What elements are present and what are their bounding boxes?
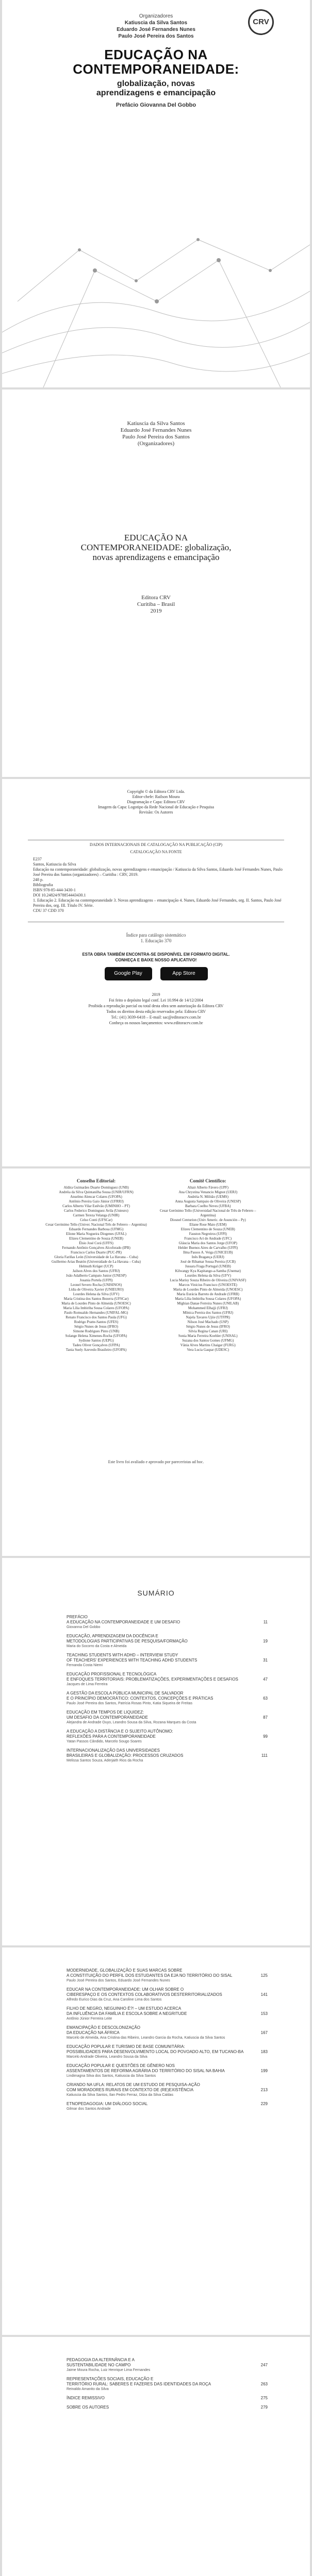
toc-entry-title: PREFÁCIO (67, 1615, 88, 1619)
toc-page-number: 263 (260, 2382, 268, 2386)
council-member: Cesar Gerónimo Tello (Universidad Nacional de Três de Febrero – Argentina) (159, 1209, 256, 1217)
toc-entry-author: Lindimagna Silva dos Santos, Katiuscia da Silva Santos (67, 2074, 156, 2078)
organizer-name: Katiuscia da Silva Santos (124, 20, 188, 26)
google-play-badge[interactable]: Google Play (105, 967, 152, 980)
toc-entry-title: A EDUCAÇÃO A DISTÂNCIA E O SUJEITO AUTÔNOMO: (67, 1729, 173, 1734)
toc-entry-subtitle: OF TEACHERS' EXPERIENCES WITH TEACHING ADHD STUDENTS (67, 1658, 198, 1663)
toc-entry-subtitle: E O PRINCÍPIO DEMOCRÁTICO: CONTEXTOS, CONCEPÇÕES E PRÁTICAS (67, 1696, 214, 1701)
review-notice: Este livro foi avaliado e aprovado por pareceristas ad hoc. (108, 1460, 204, 1464)
council-member: Míghian Danae Ferreira Nunes (UNILAB) (177, 1301, 239, 1306)
council-member: Tania Suely Azevedo Brasileiro (UFOPA) (65, 1348, 127, 1352)
toc-page-number: 141 (260, 1992, 268, 1997)
toc-page-number: 19 (263, 1639, 268, 1643)
council-member: Mônica Pereira dos Santos (UFRJ) (183, 1311, 234, 1315)
cover-page (2, 0, 310, 387)
toc-entry-subtitle: COM MORADORES RURAIS EM CONTEXTO DE (RE)EXISTÊNCIA (67, 2088, 194, 2092)
toc-entry-subtitle: DA INFLUÊNCIA DA FAMÍLIA E ESCOLA SOBRE A NEGRITUDE (67, 2011, 187, 2016)
council-member: Andréia N. Militão (UEMS) (187, 1195, 228, 1199)
toc-page-number: 279 (260, 2405, 268, 2410)
council-member: Elizeu Clementino de Souza (UNEB) (180, 1227, 235, 1231)
toc-page-number: 183 (260, 2049, 268, 2054)
publisher-logo: CRV (248, 9, 274, 35)
toc-entry-subtitle: A EDUCAÇÃO NA CONTEMPORANEIDADE E UM DESAFIO (67, 1620, 180, 1624)
council-member: Silvia Regina Canan (URI) (188, 1329, 228, 1333)
toc-entry-title: EDUCAÇÃO EM TEMPOS DE LIQUIDEZ: (67, 1710, 144, 1715)
council-member: Francisco Carlos Duarte (PUC-PR) (71, 1250, 122, 1255)
toc-entry[interactable] (67, 1987, 268, 2002)
toc-entry-subtitle: DA EDUCAÇÃO NA ÁFRICA (67, 2030, 120, 2035)
toc-entry[interactable] (67, 1672, 268, 1687)
toc-entry-title: FILHO DE NEGRO, NEGUINHO É?! – UM ESTUDO ACERCA (67, 2006, 182, 2011)
contents-title: SUMÁRIO (137, 1589, 175, 1597)
council-member: Marcos Vinicius Francisco (UNOESTE) (178, 1283, 237, 1287)
toc-entry-subtitle: E ENFOQUES TERRITORIAIS: PROBLEMATIZAÇÕES, EXPERIMENTAÇÕES E DESAFIOS (67, 1677, 238, 1682)
council-member: Eliane Rose Maio (UEM) (189, 1223, 227, 1227)
council-member: Helder Buenos Aires de Carvalho (UFPI) (178, 1246, 238, 1250)
toc-entry-title: EDUCAÇÃO PROFISSIONAL E TECNOLÓGICA (67, 1672, 157, 1676)
council-member: Kilwangy Kya Kapitango-a-Samba (Unemat) (175, 1269, 241, 1273)
catalog-index: Índice para catálogo sistemático 1. Educação 370 (126, 933, 186, 943)
toc-page-number: 199 (260, 2069, 268, 2073)
toc-entry-author: Paulo José Pereira dos Santos, Eduardo José Fernandes Nunes (67, 1979, 170, 1982)
council-member: Diosnel Centurion (Univ Americ. de Asunción – Py) (170, 1218, 246, 1222)
council-member: Eduardo Fernandes Barbosa (UFMG) (69, 1227, 124, 1231)
council-member: Jussara Fraga Portugal (UNEB) (185, 1264, 231, 1268)
council-member: Sonia Maria Ferreira Koehler (UNISAL) (178, 1334, 238, 1338)
council-member: Inês Bragança (UERJ) (191, 1255, 224, 1259)
council-member: João Adalberto Campato Junior (UNESP) (65, 1274, 127, 1278)
toc-entry-subtitle: POSSIBILIDADES PARA DESENVOLVIMENTO LOCAL DO POVOADO ALTO, EM TUCANO-BA (67, 2049, 244, 2054)
title-page-title: EDUCAÇÃO NA CONTEMPORANEIDADE: globalização, novas aprendizagens e emancipação (80, 533, 232, 562)
cover-subtitle: globalização, novas aprendizagens e emancipação (96, 79, 216, 97)
council-member: Maria Lília Imbiriba Sousa Colares (UFOPA) (63, 1306, 129, 1310)
toc-entry-author: Maria do Socorro da Costa e Almeida (67, 1645, 127, 1648)
council-member: Sydione Santos (UEPG) (78, 1338, 114, 1343)
toc-entry-title: EDUCAR NA CONTEMPORANEIDADE: UM OLHAR SOBRE O (67, 1987, 184, 1992)
toc-page-number: 11 (263, 1620, 268, 1624)
council-member: Sérgio Nunes de Jesus (IFRO) (74, 1325, 119, 1329)
toc-entry-author: Gilmar dos Santos Andrade (67, 2107, 111, 2111)
app-store-badge[interactable]: App Store (160, 967, 208, 980)
toc-entry-author: Melissa Santos Souza, Aderjaith Rios da Rocha (67, 1759, 143, 1762)
toc-entry[interactable] (67, 2396, 268, 2401)
toc-entry-subtitle: TERRITÓRIO RURAL: SABERES E FAZERES DAS IDENTIDADES DA ROÇA (67, 2382, 211, 2386)
toc-entry[interactable] (67, 2044, 268, 2059)
toc-page-number: 87 (263, 1715, 268, 1720)
contents-page-1 (2, 1558, 310, 1945)
council-member: Vânia Alves Martins Chaigar (FURG) (180, 1343, 236, 1347)
toc-entry-title: EDUCAÇÃO POPULAR E QUESTÕES DE GÊNERO NOS (67, 2063, 175, 2068)
toc-entry-title: A GESTÃO DA ESCOLA PÚBLICA MUNICIPAL DE SALVADOR (67, 1691, 184, 1696)
council-member: Anna Augusta Sampaio de Oliveira (UNESP) (175, 1199, 241, 1204)
council-member: Andréia da Silva Quintanilha Sousa (UNIR/UFRN) (59, 1190, 134, 1194)
council-member: Ana Chrystina Venancio Mignot (UERJ) (178, 1190, 238, 1194)
toc-entry-title: INTERNACIONALIZAÇÃO DAS UNIVERSIDADES (67, 1748, 160, 1753)
title-page-publisher: Editora CRV Curitiba – Brasil 2019 (137, 595, 175, 614)
toc-entry[interactable] (67, 1968, 268, 1983)
council-member: Vera Lucia Gaspar (UDESC) (187, 1348, 229, 1352)
editorial-council-title: Conselho Editorial: (76, 1178, 116, 1183)
title-page (2, 389, 310, 777)
councils-page (2, 1168, 310, 1556)
toc-entry[interactable] (67, 2025, 268, 2040)
toc-entry[interactable] (67, 1748, 268, 1763)
council-member: Antônio Pereira Gaio Júnior (UFRRJ) (69, 1199, 124, 1204)
council-member: Tadeu Oliver Gonçalves (UFPA) (72, 1343, 120, 1347)
toc-entry-subtitle: ASSENTAMENTOS DE REFORMA AGRÁRIA DO TERRITÓRIO DO SISAL NA BAHIA (67, 2069, 225, 2073)
contents-page-2 (2, 1947, 310, 2335)
council-member: Sérgio Nunes de Jesus (IFRO) (186, 1325, 230, 1329)
toc-entry-subtitle: UM DESAFIO DA CONTEMPORANEIDADE (67, 1715, 148, 1720)
toc-entry-title: EDUCAÇÃO, APRENDIZAGEM DA DOCÊNCIA E (67, 1634, 158, 1638)
council-member: Helmuth Krüger (UCP) (79, 1264, 113, 1268)
toc-entry-title: ÍNDICE REMISSIVO (67, 2396, 105, 2400)
toc-entry-author: Giovanna Del Gobbo (67, 1625, 101, 1629)
council-member: Lídia de Oliveira Xavier (UNIEURO) (69, 1287, 124, 1292)
council-member: Suzana dos Santos Gomes (UFMG) (182, 1338, 234, 1343)
councils (41, 1179, 271, 1352)
council-member: Jailson Alves dos Santos (UFRJ) (72, 1269, 120, 1273)
council-member: Fernando Antônio Gonçalves Alcoforado (IPB) (62, 1246, 130, 1250)
toc-entry-title: SOBRE OS AUTORES (67, 2405, 109, 2410)
toc-entry-subtitle: METODOLOGIAS PARTICIPATIVAS DE PESQUISA/FORMAÇÃO (67, 1639, 188, 1643)
council-member: Rodrigo Pratte-Santos (UFES) (74, 1320, 119, 1324)
toc-entry-author: Antônio Júnior Ferreira Leite (67, 2017, 112, 2021)
toc-entry-title: ETNOPEDAGOGIA: UM DIÁLOGO SOCIAL (67, 2102, 148, 2106)
copyright-page (2, 779, 310, 1166)
council-member: Maria Cristina dos Santos Bezerra (UFSCar) (63, 1297, 129, 1301)
scientific-committee-title: Comitê Científico: (189, 1178, 226, 1183)
council-member: Guillermo Arias Beatón (Universidade de La Havana – Cuba) (51, 1260, 141, 1264)
toc-entry-subtitle: BRASILEIRAS E GLOBALIZAÇÃO: PROCESSOS CRUZADOS (67, 1753, 184, 1758)
toc-page-number: 63 (263, 1696, 268, 1701)
digital-notice: ESTA OBRA TAMBÉM ENCONTRA-SE DISPONÍVEL EM FORMATO DIGITAL. CONHEÇA E BAIXE NOSSO APLICATIVO! (82, 952, 230, 962)
council-member: Leonel Severo Rocha (UNISINOS) (70, 1283, 122, 1287)
council-member: Anselmo Alencar Colares (UFOPA) (70, 1195, 122, 1199)
organizer-name: Eduardo José Fernandes Nunes (117, 27, 195, 32)
toc-entry-title: EMANCIPAÇÃO E DESCOLONIZAÇÃO (67, 2025, 140, 2030)
toc-entry-author: Marcelo Andrade Oliveira, Leandro Sousa da Silva (67, 2055, 147, 2059)
council-member: Lucia Marisy Souza Ribeiro de Oliveira (UNIVASF) (170, 1278, 247, 1282)
council-member: Aldira Guimarães Duarte Domínguez (UNB) (63, 1185, 129, 1190)
council-member: Altair Alberto Fávero (UPF) (187, 1185, 228, 1190)
toc-entry[interactable] (67, 1710, 268, 1725)
toc-page-number: 229 (260, 2102, 268, 2106)
cover-title: EDUCAÇÃO NA CONTEMPORANEIDADE: (73, 47, 239, 77)
toc-page-number: 31 (263, 1658, 268, 1663)
scientific-committee (153, 1179, 264, 1352)
council-member: Elizeu Clementino de Souza (UNEB) (69, 1236, 123, 1241)
toc-entry-author: Katiuscia da Silva Santos, Ilan Pedro Ferraz, Dilza da Silva Caldas (67, 2093, 173, 2097)
toc-entry-subtitle: SUSTENTABILIDADE NO CAMPO (67, 2363, 131, 2367)
council-member: Simone Rodrigues Pinto (UNB) (73, 1329, 120, 1333)
toc-page-number: 47 (263, 1677, 268, 1682)
toc-entry[interactable] (67, 2377, 268, 2392)
toc-entry[interactable] (67, 2102, 268, 2111)
toc-entry-author: Fernanda Costa Niemi (67, 1664, 103, 1667)
toc-page-number: 153 (260, 2011, 268, 2016)
council-member: Najela Tavares Ujiie (UTFPR) (186, 1315, 230, 1319)
copyright-credits: Copyright © da Editora CRV Ltda. Editor-chefe: Railson Moura Diagramação e Capa: Editora CRV Imagem da Capa: Logotipo da Rede Nacional de Educação e Pesquisa Revisão: Os Autores (98, 789, 214, 815)
council-member: Carlos Federico Dominguez Avila (Unieuro) (64, 1209, 128, 1213)
council-member: Gláucia Maria dos Santos Jorge (UFOP) (178, 1241, 237, 1245)
toc-entry-title: CRIANDO NA UFLA: RELATOS DE UM ESTUDO DE PESQUISA-AÇÃO (67, 2082, 200, 2087)
council-member: Lourdes Helena da Silva (UFV) (185, 1274, 231, 1278)
toc-entry[interactable] (67, 1653, 268, 1668)
toc-entry[interactable] (67, 1691, 268, 1706)
cover-preface: Prefácio Giovanna Del Gobbo (116, 102, 196, 108)
council-member: Ilma Passos A. Veiga (UNICEUB) (183, 1250, 233, 1255)
council-member: Maria Eurácia Barreto de Andrade (UFRB) (176, 1292, 239, 1296)
toc-entry-author: Reinaldo Amanito da Silva (67, 2387, 109, 2391)
catalog-card: DADOS INTERNACIONAIS DE CATALOGAÇÃO NA PUBLICAÇÃO (CIP) CATALOGAÇÃO NA FONTE E237 Santos, Katiuscia da Silva Educação na contemporaneidade: globalização, novas aprendizagens e emancipação / Katiuscia da Silva Santos, Eduardo José Fernandes Nunes, Paulo José Pereira dos Santos (organizadores) – Curitiba : CRV, 2019. 248 p. Bibliografia ISBN 978-85-444-3430-1 DOI 10.24824/978854443430.1 1. Educação 2. Educação na contemporaneidade 3. Novas aprendizagens – emancipação 4. Nunes, Eduardo José Fernandes, org. II. Santos, Paulo José Pereira dos, org. III. Título IV. Série. CDU 37 CDD 370 (28, 840, 284, 922)
council-member: Nilson José Machado (USP) (187, 1320, 229, 1324)
app-store-badges (2, 967, 310, 980)
council-member: Josania Portela (UFPI) (79, 1278, 113, 1282)
toc-entry[interactable] (67, 1729, 268, 1744)
toc-entry-subtitle: A CONSTITUIÇÃO DO PERFIL DOS ESTUDANTES DA EJA NO TERRITÓRIO DO SISAL (67, 1973, 233, 1978)
council-member: Lourdes Helena da Silva (UFV) (73, 1292, 120, 1296)
council-member: Cesar Gerónimo Tello (Univer. Nacional Três de Febrero – Argentina) (45, 1223, 147, 1227)
toc-entry-author: Jacques de Lima Ferreira (67, 1683, 108, 1686)
contents-page-3 (2, 2337, 310, 2576)
title-page-names: Katiuscia da Silva Santos Eduardo José Fernandes Nunes Paulo José Pereira dos Santos (Organizadores) (120, 420, 192, 447)
toc-entry[interactable] (67, 1615, 268, 1630)
toc-entry-title: PEDAGOGIA DA ALTERNÂNCIA E A (67, 2358, 135, 2362)
council-member: Maria de Lourdes Pinto de Almeida (UNOESC) (61, 1301, 131, 1306)
council-member: Maria de Lourdes Pinto de Almeida (UNOESC) (173, 1287, 243, 1292)
toc-entry-subtitle: CIBERESPAÇO E OS CONTEXTOS COLABORATIVOS DESTERRITORIALIZADOS (67, 1992, 222, 1997)
toc-entry-author: Jaime Moura Rocha, Luiz Henrique Lima Fernandes (67, 2368, 151, 2372)
council-member: Barbara Coelho Neves (UFBA) (185, 1204, 231, 1208)
toc-entry[interactable] (67, 1634, 268, 1649)
toc-entry-title: REPRESENTAÇÕES SOCIAIS, EDUCAÇÃO E (67, 2377, 154, 2381)
legal-notice: 2019 Foi feito o depósito legal conf. Lei 10.994 de 14/12/2004 Proibida a reprodução parcial ou total desta obra sem autorização da Editora CRV Todos os direitos desta edição reservados pela: Editora CRV Tel.: (41) 3039-6418 – E-mail: sac@editoracrv.com.br Conheça os nossos lançamentos: www.editoracrv.com.br (88, 992, 224, 1025)
toc-entry[interactable] (67, 2006, 268, 2021)
organizer-name: Paulo José Pereira dos Santos (118, 33, 194, 39)
council-member: Maria Lília Imbiriba Sousa Colares (UFOPA) (175, 1297, 241, 1301)
contents-list (67, 1615, 268, 1767)
toc-entry-title: EDUCAÇÃO POPULAR E TURISMO DE BASE COMUNITÁRIA: (67, 2044, 185, 2049)
toc-page-number: 213 (260, 2088, 268, 2092)
council-member: Renato Francisco dos Santos Paula (UFG) (65, 1315, 127, 1319)
toc-entry[interactable] (67, 2405, 268, 2410)
toc-page-number: 275 (260, 2396, 268, 2400)
council-member: Solange Helena Ximenes-Rocha (UFOPA) (65, 1334, 127, 1338)
contents-list (67, 2358, 268, 2414)
toc-entry-author: Alejandra de Andrade Ouyo, Leandro Sousa da Silva, Rozana Marques da Costa (67, 1721, 196, 1724)
toc-entry[interactable] (67, 2063, 268, 2078)
council-member: Fauston Negreiros (UFPI) (189, 1232, 227, 1236)
council-member: Élsio José Corá (UFFS) (79, 1241, 113, 1245)
toc-entry-subtitle: REFLEXÕES PARA A CONTEMPORANEIDADE (67, 1734, 156, 1739)
toc-entry-author: Paulo José Pereira dos Santos, Patrícia Rosas Pinto, Katia Siqueira de Freitas (67, 1702, 192, 1705)
council-member: Mohammed Elhajji (UFRJ) (188, 1306, 228, 1310)
council-member: José de Ribamar Sousa Pereira (UCB) (180, 1260, 236, 1264)
toc-entry-author: Alfredo Eurico Dias da Cruz, Ana Caroline Lima dos Santos (67, 1998, 162, 2002)
council-member: Gloria Fariñas León (Universidade de La Havana – Cuba) (54, 1255, 138, 1259)
council-member: Francisco Ari de Andrade (UFC) (184, 1236, 232, 1241)
toc-page-number: 111 (261, 1753, 268, 1758)
editorial-council (41, 1179, 152, 1352)
council-member: Elione Maria Nogueira Diogenes (UFAL) (66, 1232, 126, 1236)
toc-entry-title: MODERNIDADE, GLOBALIZAÇÃO E SUAS MARCAS SOBRE (67, 1968, 183, 1973)
toc-entry[interactable] (67, 2358, 268, 2372)
council-member: Celso Conti (UFSCar) (80, 1218, 112, 1222)
council-member: Carmen Tereza Velanga (UNIR) (73, 1213, 120, 1217)
toc-entry[interactable] (67, 2082, 268, 2097)
toc-page-number: 247 (260, 2363, 268, 2367)
toc-entry-author: Marcelo de Almeida, Ana Cristina das Ribeiro, Leandro Garcia da Rocha, Katiuscia da Silva Santos (67, 2036, 225, 2040)
toc-entry-title: TEACHING STUDENTS WITH ADHD – INTERVIEW STUDY (67, 1653, 178, 1657)
toc-entry-author: Yatan Passos Cândido, Marcelo Sougo Soares (67, 1740, 142, 1743)
council-member: Carlos Alberto Vilar Estêvão (UMINHO – PT) (62, 1204, 130, 1208)
organizers-label: Organizadores (139, 13, 173, 19)
toc-page-number: 125 (260, 1973, 268, 1978)
council-member: Paulo Romualdo Hernandes (UNIFAL-MG) (64, 1311, 128, 1315)
cover-network-illustration (2, 116, 310, 387)
toc-page-number: 99 (263, 1734, 268, 1739)
contents-list (67, 1968, 268, 2115)
toc-page-number: 167 (260, 2030, 268, 2035)
